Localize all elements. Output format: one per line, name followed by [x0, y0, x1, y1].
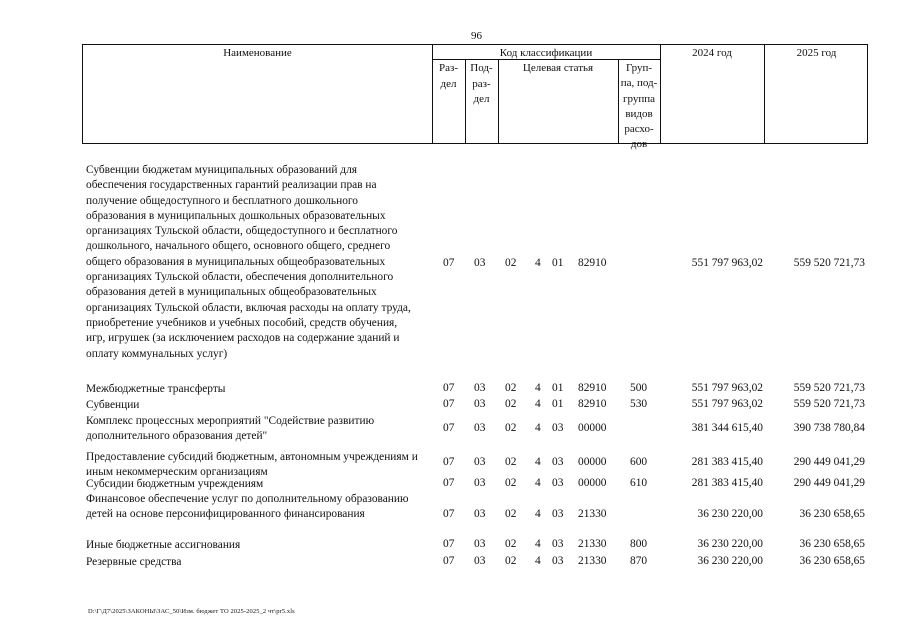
header-vid: Груп- па, под- группа видов расхо- дов — [620, 62, 658, 151]
row-code-t3: 03 — [552, 477, 564, 489]
row-code-t1: 02 — [505, 477, 517, 489]
row-amount-2025: 290 449 041,29 — [793, 456, 865, 468]
row-code-t1: 02 — [505, 422, 517, 434]
row-name: Резервные средства — [86, 556, 182, 568]
row-code-t2: 4 — [535, 257, 541, 269]
row-amount-2025: 36 230 658,65 — [799, 538, 865, 550]
header-name: Наименование — [223, 47, 292, 59]
row-name: Субвенции бюджетам муниципальных образований для обеспечения государственных гарантий реализации прав на получение общедоступного и бесплатного дошкольного образования в муниципальных дошкольных образовательных организациях Тульской области, общедоступного и бесплатного дошкольного, начального общего, основного общего, среднего общего образования в муниципальных общеобразовательных организациях Тульской области, обеспечения дополнительного образования детей в муниципальных общеобразовательных организациях Тульской области, включая расходы на оплату труда, приобретение учебников и учебных пособий, средств обучения, игр, игрушек (за исключением расходов на содержание зданий и оплату коммунальных услуг) — [86, 164, 411, 360]
row-code-t3: 03 — [552, 538, 564, 550]
row-code-t1: 02 — [505, 555, 517, 567]
row-code-vr: 870 — [630, 555, 648, 567]
row-amount-2024: 36 230 220,00 — [697, 508, 763, 520]
row-code-t4: 82910 — [578, 382, 607, 394]
row-code-t3: 01 — [552, 382, 564, 394]
row-code-vr: 500 — [630, 382, 648, 394]
row-code-t3: 03 — [552, 456, 564, 468]
row-code-t2: 4 — [535, 398, 541, 410]
row-code-pr: 03 — [474, 398, 486, 410]
row-amount-2024: 36 230 220,00 — [697, 538, 763, 550]
row-code-t3: 03 — [552, 555, 564, 567]
row-code-rz: 07 — [443, 555, 455, 567]
row-code-vr: 610 — [630, 477, 648, 489]
row-amount-2024: 281 383 415,40 — [691, 477, 763, 489]
row-amount-2024: 551 797 963,02 — [691, 398, 763, 410]
page-number: 96 — [471, 30, 482, 42]
row-amount-2025: 36 230 658,65 — [799, 508, 865, 520]
header-target: Целевая статья — [522, 62, 594, 74]
row-code-rz: 07 — [443, 538, 455, 550]
row-code-rz: 07 — [443, 257, 455, 269]
header-2025: 2025 год — [796, 47, 837, 59]
row-code-t4: 21330 — [578, 508, 607, 520]
row-code-rz: 07 — [443, 508, 455, 520]
row-amount-2025: 559 520 721,73 — [793, 257, 865, 269]
row-amount-2025: 559 520 721,73 — [793, 382, 865, 394]
row-code-t4: 82910 — [578, 398, 607, 410]
row-code-rz: 07 — [443, 456, 455, 468]
row-code-rz: 07 — [443, 477, 455, 489]
row-amount-2024: 381 344 615,40 — [691, 422, 763, 434]
row-amount-2024: 36 230 220,00 — [697, 555, 763, 567]
row-code-pr: 03 — [474, 477, 486, 489]
row-code-pr: 03 — [474, 257, 486, 269]
header-code-group: Код классификации — [499, 47, 593, 59]
row-code-t3: 03 — [552, 508, 564, 520]
row-code-t4: 82910 — [578, 257, 607, 269]
row-amount-2025: 559 520 721,73 — [793, 398, 865, 410]
row-amount-2024: 551 797 963,02 — [691, 257, 763, 269]
header-razdel: Раз- дел — [438, 62, 458, 90]
row-code-t2: 4 — [535, 456, 541, 468]
row-code-pr: 03 — [474, 382, 486, 394]
row-amount-2025: 290 449 041,29 — [793, 477, 865, 489]
row-name: Межбюджетные трансферты — [86, 383, 226, 395]
row-code-rz: 07 — [443, 398, 455, 410]
row-name: Финансовое обеспечение услуг по дополнительному образованию детей на основе персонифицированного финансирования — [86, 493, 409, 521]
row-code-pr: 03 — [474, 538, 486, 550]
row-code-t2: 4 — [535, 555, 541, 567]
row-code-t4: 21330 — [578, 555, 607, 567]
row-code-t1: 02 — [505, 508, 517, 520]
row-code-pr: 03 — [474, 456, 486, 468]
row-amount-2025: 390 738 780,84 — [793, 422, 865, 434]
row-code-t2: 4 — [535, 382, 541, 394]
row-code-t4: 00000 — [578, 422, 607, 434]
row-name: Предоставление субсидий бюджетным, автономным учреждениям и иным некоммерческим организациям — [86, 451, 418, 479]
row-amount-2024: 281 383 415,40 — [691, 456, 763, 468]
row-code-t1: 02 — [505, 257, 517, 269]
row-code-rz: 07 — [443, 422, 455, 434]
row-code-vr: 600 — [630, 456, 648, 468]
row-code-t4: 21330 — [578, 538, 607, 550]
row-code-t2: 4 — [535, 477, 541, 489]
row-code-vr: 530 — [630, 398, 648, 410]
row-code-vr: 800 — [630, 538, 648, 550]
row-code-t1: 02 — [505, 398, 517, 410]
row-name: Комплекс процессных мероприятий "Содействие развитию дополнительного образования детей" — [86, 415, 375, 443]
row-code-t1: 02 — [505, 456, 517, 468]
row-amount-2024: 551 797 963,02 — [691, 382, 763, 394]
row-name: Иные бюджетные ассигнования — [86, 539, 241, 551]
row-code-t1: 02 — [505, 538, 517, 550]
row-code-rz: 07 — [443, 382, 455, 394]
row-code-t3: 01 — [552, 398, 564, 410]
row-code-t1: 02 — [505, 382, 517, 394]
row-code-t4: 00000 — [578, 456, 607, 468]
row-code-t2: 4 — [535, 422, 541, 434]
header-2024: 2024 год — [692, 47, 732, 59]
row-code-pr: 03 — [474, 422, 486, 434]
row-code-pr: 03 — [474, 555, 486, 567]
row-name: Субсидии бюджетным учреждениям — [86, 478, 264, 490]
row-name: Субвенции — [86, 399, 140, 411]
header-podrazdel: Под- раз- дел — [470, 62, 493, 106]
row-amount-2025: 36 230 658,65 — [799, 555, 865, 567]
row-code-pr: 03 — [474, 508, 486, 520]
row-code-t4: 00000 — [578, 477, 607, 489]
file-path-footer: D:\Г\Д7\2025\ЗАКОНЫ\ЗАС_50\Изм. бюджет ТО 2025-2025_2 чт\pr5.xls — [88, 608, 295, 615]
table-header — [82, 44, 868, 151]
row-code-t3: 01 — [552, 257, 564, 269]
row-code-t3: 03 — [552, 422, 564, 434]
row-code-t2: 4 — [535, 508, 541, 520]
row-code-t2: 4 — [535, 538, 541, 550]
